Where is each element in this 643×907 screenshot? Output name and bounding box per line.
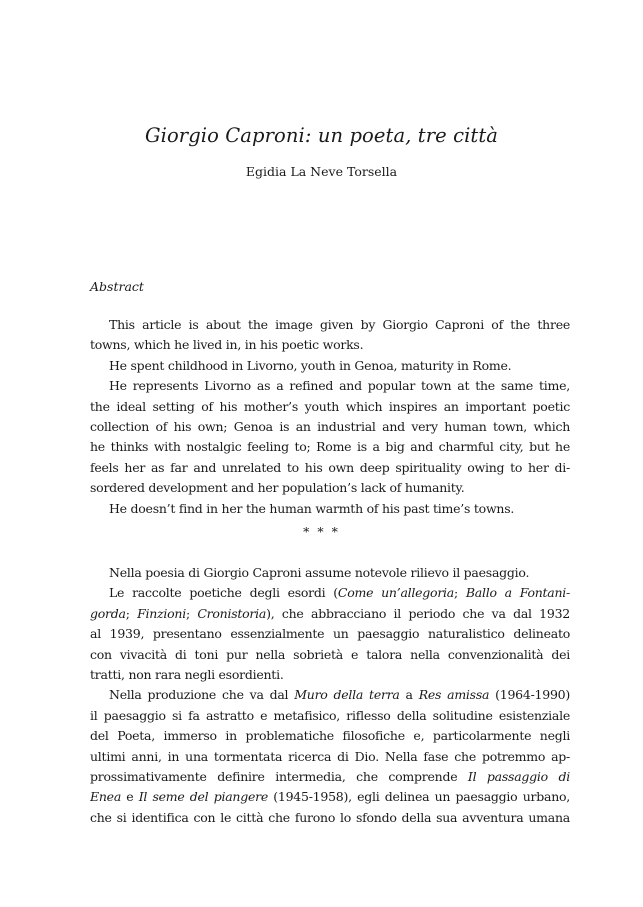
body-line [90,685,570,705]
work-title: Finzioni [137,605,186,621]
abstract-line: This article is about the image given by Giorgio Caproni of the three [109,317,570,332]
body-text-run: (1945-1958), egli delinea un paesaggio urbano, [267,789,570,805]
body-text-run: (1964-1990) [489,687,570,703]
body-line: tratti, non rara negli esordienti. [90,667,284,683]
body-text-run: Nella produzione che va dal [109,687,295,703]
work-title: Il passaggio di [467,769,570,785]
abstract-line: feels her as far and unrelated to his own deep spirituality owing to her di- [90,459,570,475]
body-text-run: ; [185,605,198,621]
article-title: Giorgio Caproni: un poeta, tre città [144,124,499,147]
body-text-run: a [399,687,419,703]
abstract-line: the ideal setting of his mother’s youth which inspires an important poetic [90,398,570,414]
body-text-run: ; [454,585,466,601]
body-line: del Poeta, immerso in problematiche filosofiche e, particolarmente negli [90,728,570,744]
work-title: Il seme del piangere [138,789,268,805]
body-text-run: ; [125,605,138,621]
work-title: Come un’allegoria [337,585,455,601]
abstract-line: towns, which he lived in, in his poetic works. [90,337,364,353]
work-title: Enea [90,789,122,805]
body-line: con vivacità di toni pur nella sobrietà e talora nella convenzionalità dei [90,646,570,662]
work-title: gorda [90,605,126,621]
body-text-run: Le raccolte poetiche degli esordi ( [109,585,338,601]
abstract-text [90,315,570,519]
work-title: Ballo a Fontani- [465,585,570,601]
body-line [90,787,570,807]
abstract-heading: Abstract [90,279,144,294]
abstract-line: he thinks with nostalgic feeling to; Rome is a big and charmful city, but he [90,439,570,455]
body-text [90,563,570,828]
abstract-line: He represents Livorno as a refined and popular town at the same time, [109,378,570,394]
work-title: Muro della terra [294,687,400,703]
body-text-run: prossimativamente definire intermedia, che comprende [90,769,468,785]
section-separator: * * * [303,524,340,539]
abstract-line: He spent childhood in Livorno, youth in Genoa, maturity in Rome. [109,357,512,373]
body-line [90,583,570,603]
abstract-line: He doesn’t find in her the human warmth of his past time’s towns. [109,500,515,516]
body-line: il paesaggio si fa astratto e metafisico, riflesso della solitudine esistenziale [90,707,570,723]
abstract-line: sordered development and her population’s lack of humanity. [90,480,465,496]
body-line: Nella poesia di Giorgio Caproni assume notevole rilievo il paesaggio. [109,565,530,580]
work-title: Cronistoria [197,605,267,621]
body-text-run: ), che abbracciano il periodo che va dal 1932 [266,605,570,621]
body-line: al 1939, presentano essenzialmente un paesaggio naturalistico delineato [90,626,570,642]
body-line [90,767,570,787]
body-line: ultimi anni, in una tormentata ricerca di Dio. Nella fase che potremmo ap- [90,748,570,764]
work-title: Res amissa [418,687,490,703]
article-author: Egidia La Neve Torsella [245,164,398,179]
body-line: che si identifica con le città che furono lo sfondo della sua avventura umana [90,809,570,825]
abstract-line: collection of his own; Genoa is an industrial and very human town, which [90,419,570,435]
body-text-run: e [121,789,139,805]
body-line [90,604,570,624]
